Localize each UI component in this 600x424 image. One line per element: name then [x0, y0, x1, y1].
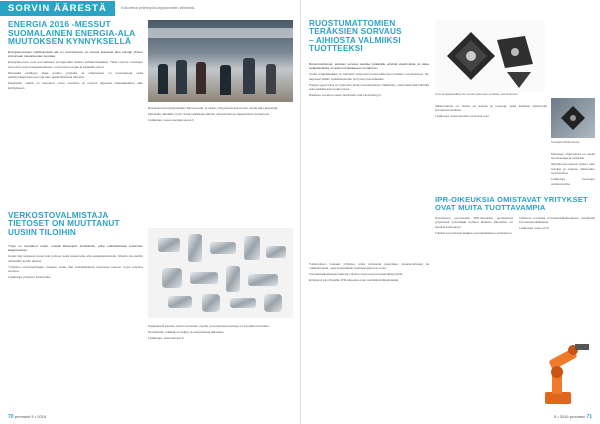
sidebar-paragraph: Lisätietoja messujen verkkosivuilta.	[551, 177, 595, 186]
article1-col2-paragraph: Lisätietoja: www.energiamessut.fi	[148, 117, 194, 122]
article3-title-line4: TUOTTEEKSI	[309, 44, 363, 54]
article4-title-line1: IPR-OIKEUKSIA OMISTAVAT YRITYKSET	[435, 195, 588, 204]
magazine-name: promaint	[569, 414, 586, 419]
article4-col3-paragraph: Tutkimus korostaa immateriaalioikeuksien merkitystä innovaatiopolitiikassa.	[519, 216, 595, 225]
article2-title	[8, 212, 148, 237]
article1-paragraph: Kävijöiden määrä on kasvanut vuosi vuodelta, ja messut tarjoavat näköalapaikan alan kehitykseen.	[8, 81, 143, 90]
issue-number: 5 • 2016	[31, 414, 47, 419]
insert-closeup-photo	[551, 98, 595, 138]
expo-photo	[148, 20, 293, 102]
article2-col2-paragraph: Lisätietoja: www.tietoset.fi	[148, 335, 184, 340]
article4-title	[435, 196, 595, 211]
article3-col2-paragraph: Lisätietoja: www.sandvik.coromant.com	[435, 114, 489, 119]
magazine-name: promaint	[14, 414, 31, 419]
robot-arm-icon	[519, 328, 595, 408]
issue-number: 5 • 2016	[553, 414, 569, 419]
right-page	[300, 0, 600, 424]
article3-paragraph: Uudet teräpalalaadut on kehitetty erityisesti ruostumattomien terästen sorvaukseen. Ne tarjoavat pitkän työkalukestoiän ja hyvän pinnanlaadun.	[309, 72, 429, 81]
section-sub: Kokoelma yhteistyökumppaneiden lähteistä.	[120, 6, 195, 10]
inserts-illustration	[435, 20, 545, 92]
article4-col3-paragraph: Lisätietoja: www.prh.fi	[519, 226, 549, 231]
article1-lead: Energiamessujen näkökulmasta ala on murroksessa, ja messut kokoavat alan toimijat yhteen arvioimaan tulevaisuuden suuntaa.	[8, 50, 143, 59]
article1-body	[8, 50, 143, 175]
article2-paragraph: Yrityksen toimitusjohtajan mukaan uudet tilat mahdollistavat toiminnan kasvun myös tulevina vuosina.	[8, 264, 143, 274]
article3-title-line3: – AIHIOSTA VALMIIKSI	[309, 35, 401, 45]
article3-col2-paragraph: Valikoimassa on useita eri kokoja ja muotoja, jotka kattavat yleisimmät sorvaussovellukset.	[435, 104, 547, 113]
article2-col2-paragraph: Kapasiteetti kasvaa uusien koneiden myötä, ja tuotantoprosesseja on samalla tehostettu.	[148, 324, 270, 328]
robot-illustration-box	[519, 328, 595, 408]
article4-col2-paragraph: Selvityksen perusteella IPR-oikeuksia omistavissa yrityksissä työntekijää kohden laskettu liikevaihto on selvästi korkeampi.	[435, 216, 513, 229]
inserts-photo	[435, 20, 545, 92]
page-number: 71	[586, 414, 592, 420]
article2-paragraph: Uudet tilat tarjoavat paremmat puitteet sekä tuotannolle että asiakaspalvelulle. Muutto toteutettiin vaiheittain kesän aikana.	[8, 254, 143, 263]
section-header	[0, 0, 300, 16]
article1-title-line1: ENERGIA 2016 -MESSUT	[8, 19, 111, 29]
article4-col3	[519, 216, 595, 326]
article1-paragraph: Energiamessut ovat suomalaisen energia-alan tärkein kohtaamispaikka. Tänä vuonna messujen teemoina ovat energiatehokkuus, uusiutuva energia ja älykkäät verkot.	[8, 60, 143, 69]
article3-lead: Ruostumattomien terästen sorvaus asettaa työkaluille erityisiä vaatimuksia, ja oikea teräpalavalinta on avain tehokkaaseen tuotantoon.	[309, 62, 429, 71]
fittings-photo	[148, 228, 293, 318]
article1-col2	[148, 106, 293, 226]
left-footer	[8, 414, 46, 420]
sidebar-paragraph: Messujen ohjelmassa on useita seminaareja ja esityksiä.	[551, 152, 595, 161]
article3-title-line2: TERÄKSIEN SORVAUS	[309, 27, 402, 37]
article2-col2-paragraph: Henkilöstön määrää on lisätty, ja rekrytointeja jatketaan.	[148, 329, 225, 334]
article4-paragraph: Tutkimuksen mukaan yritykset, jotka omistavat patentteja, tavaramerkkejä tai mallioikeuksia, ovat keskimäärin tuottavampia kuin muut.	[309, 262, 429, 271]
article3-title-line1: RUOSTUMATTOMIEN	[309, 19, 396, 28]
inserts-caption: Uusi teräpalavalikoima ruostumattomien terästen sorvaukseen.	[435, 92, 519, 96]
article1-title	[8, 20, 143, 46]
article4-paragraph: Erityisesti pk-yrityksille IPR-oikeudet ovat merkittävä kilpailutekijä.	[309, 278, 399, 283]
section-tag: SORVIN ÄÄRESTÄ	[0, 1, 115, 16]
article2-body	[8, 244, 143, 404]
article3-body	[309, 62, 429, 252]
article2-lead: Yritys on muuttanut uusiin, entistä tilavampiin toimitiloihin, jotka mahdollistavat tuotannon laajentamisen.	[8, 244, 143, 253]
article2-title-line3: UUSIIN TILOIHIN	[8, 227, 77, 237]
article1-title-line3: MUUTOKSEN KYNNYKSELLÄ	[8, 36, 132, 47]
article4-col2	[435, 216, 513, 402]
article3-paragraph: Palojen geometria on optimoitu lastunmuodostuksen hallintaan, mikä vähentää häiriöitä automaattisessa tuotannossa.	[309, 82, 429, 92]
article2-col2	[148, 324, 293, 406]
article1-paragraph: Messuilla esittäytyy laaja joukko yrityksiä, ja ohjelmassa on seminaareja sekä asiantuntijapuheenvuoroja alan ajankohtaisista aiheista.	[8, 70, 143, 80]
article4-title-line2: OVAT MUITA TUOTTAVAMPIA	[435, 202, 546, 212]
sidebar-paragraph: Tapahtuma kokoaa yhteen alan toimijat ja tarjoaa tilaisuuden verkostoitua.	[551, 162, 595, 176]
insert-closeup-illustration	[551, 98, 595, 138]
article2-title-line1: VERKOSTOVALMISTAJA	[8, 211, 109, 220]
article2-title-line2: TIETOSET ON MUUTTANUT	[8, 219, 120, 229]
article4-body	[309, 262, 429, 402]
page-number: 70	[8, 414, 14, 420]
article3-title	[309, 20, 429, 53]
fittings-illustration	[148, 228, 293, 318]
article4-paragraph: Immateriaalioikeudet tukevat yritysten kasvua ja kansainvälistymistä.	[309, 272, 404, 277]
insert-closeup-caption: Teräpala lähikuvassa.	[551, 140, 580, 144]
article1-title-line2: SUOMALAINEN ENERGIA-ALA	[8, 27, 136, 38]
article1-col2-paragraph: Energiamessut järjestetään Tampereella, ja niiden yhteydessä kokoontuu useita alan järjestöjä.	[148, 106, 278, 110]
article3-paragraph: Ratkaisu soveltuu sekä rouhintaan että viimeistelyyn.	[309, 93, 382, 98]
right-footer	[554, 414, 592, 420]
article2-paragraph: Lisätietoja yrityksen kotisivuilta.	[8, 275, 51, 280]
article1-col2-paragraph: Messuilla nähdään myös uusia ratkaisuja sähkön varastointiin ja hajautettuun tuotantoon.	[148, 111, 271, 116]
article4-col2-paragraph: Tulokset perustuvat laajaan eurooppalaiseen aineistoon.	[435, 230, 513, 235]
article3-col2	[435, 104, 547, 174]
